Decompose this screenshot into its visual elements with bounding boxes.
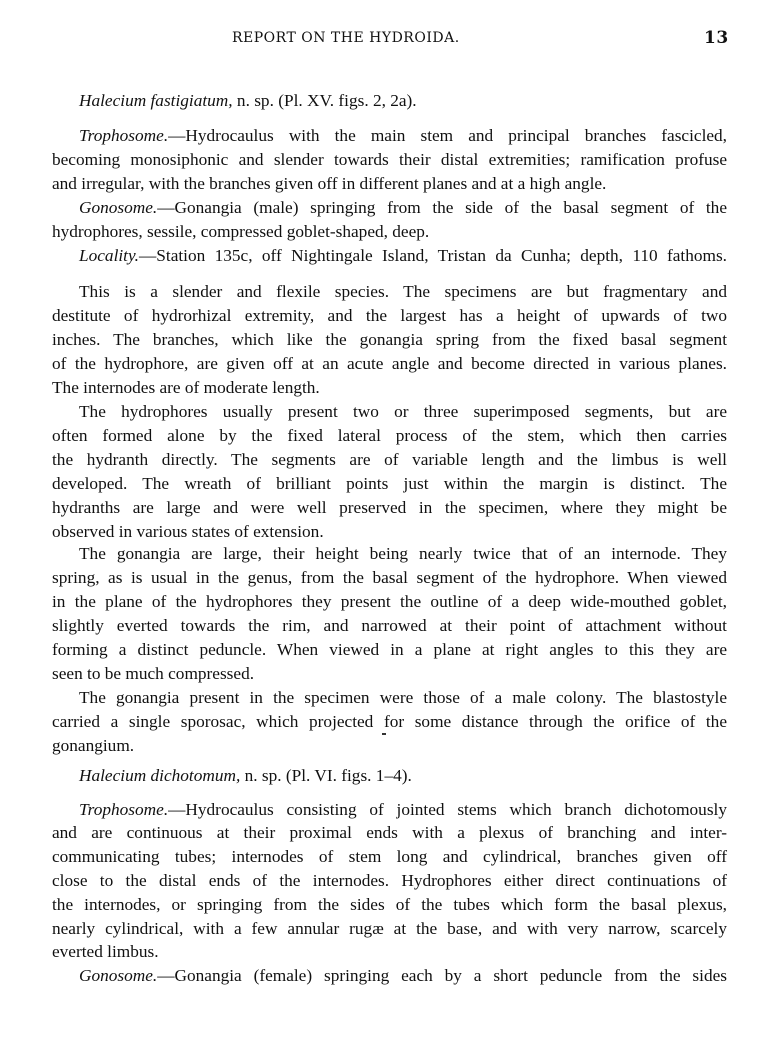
line-text: of the hydrophore, are given off at an acute angle and become directed in various planes.	[52, 354, 727, 373]
line-text: The hydrophores usually present two or three superimposed segments, but are	[79, 402, 727, 421]
text-line	[52, 871, 727, 891]
line-text: gonangium.	[52, 736, 135, 755]
line-text: —Station 135c, off Nightingale Island, Tristan da Cunha; depth, 110 fathoms.	[139, 246, 727, 265]
line-text: in the plane of the hydrophores they present the outline of a deep wide-mouthed goblet,	[52, 592, 727, 611]
line-text: —Gonangia (female) springing each by a short peduncle from the sides	[157, 966, 727, 985]
italic-term: Gonosome.	[79, 966, 158, 985]
text-line	[79, 282, 727, 302]
line-text: seen to be much compressed.	[52, 664, 255, 683]
line-text: close to the distal ends of the internodes. Hydrophores either direct continuations of	[52, 871, 727, 890]
text-line	[52, 664, 254, 684]
line-text: everted limbus.	[52, 942, 159, 961]
text-line	[52, 712, 727, 732]
italic-term: Halecium fastigiatum,	[79, 91, 233, 110]
text-line	[52, 354, 727, 374]
text-line	[52, 616, 727, 636]
text-line	[52, 306, 727, 326]
line-text: nearly cylindrical, with a few annular rugæ at the base, and with very narrow, scarcely	[52, 919, 727, 938]
text-line	[52, 592, 727, 612]
text-line	[52, 378, 320, 398]
text-line	[79, 544, 727, 564]
line-text: The gonangia present in the specimen were those of a male colony. The blastostyle	[79, 688, 727, 707]
text-line	[52, 568, 727, 588]
text-line	[79, 966, 727, 986]
line-text: observed in various states of extension.	[52, 522, 324, 541]
line-text: and irregular, with the branches given off in different planes and at a high angle.	[52, 174, 607, 193]
text-line	[52, 895, 727, 915]
line-text: —Gonangia (male) springing from the side of the basal segment of the	[157, 198, 727, 217]
print-speck	[382, 733, 386, 735]
line-text: becoming monosiphonic and slender towards their distal extremities; ramification profuse	[52, 150, 727, 169]
line-text: developed. The wreath of brilliant points just within the margin is distinct. The	[52, 474, 727, 493]
line-text: slightly everted towards the rim, and narrowed at their point of attachment without	[52, 616, 727, 635]
text-line	[52, 823, 727, 843]
text-line	[79, 688, 727, 708]
line-text: often formed alone by the fixed lateral process of the stem, which then carries	[52, 426, 727, 445]
line-text: inches. The branches, which like the gonangia spring from the fixed basal segment	[52, 330, 727, 349]
line-text: spring, as is usual in the genus, from the basal segment of the hydrophore. When viewed	[52, 568, 727, 587]
species-heading	[79, 766, 412, 786]
italic-term: Gonosome.	[79, 198, 158, 217]
species-heading	[79, 91, 417, 111]
line-text: —Hydrocaulus with the main stem and principal branches fascicled,	[168, 126, 727, 145]
text-line	[79, 800, 727, 820]
line-text: hydrophores, sessile, compressed goblet-shaped, deep.	[52, 222, 430, 241]
italic-term: Trophosome.	[79, 800, 169, 819]
line-text: and are continuous at their proximal ends with a plexus of branching and inter-	[52, 823, 727, 842]
text-line	[52, 426, 727, 446]
text-line	[52, 919, 727, 939]
italic-term: Locality.	[79, 246, 140, 265]
text-line	[79, 402, 727, 422]
text-line	[52, 522, 324, 542]
text-line	[52, 942, 159, 962]
text-line	[52, 330, 727, 350]
line-text: communicating tubes; internodes of stem long and cylindrical, branches given off	[52, 847, 727, 866]
text-line	[52, 174, 606, 194]
line-text: The internodes are of moderate length.	[52, 378, 320, 397]
line-text: the internodes, or springing from the sides of the tubes which form the basal plexus,	[52, 895, 727, 914]
line-text: the hydranth directly. The segments are of variable length and the limbus is well	[52, 450, 727, 469]
line-text: hydranths are large and were well preserved in the specimen, where they might be	[52, 498, 727, 517]
text-line	[52, 150, 727, 170]
text-line	[79, 198, 727, 218]
text-line	[52, 222, 429, 242]
line-text: carried a single sporosac, which projected for some distance through the orifice of the	[52, 712, 727, 731]
page-number: 13	[704, 28, 729, 48]
line-text: This is a slender and flexile species. The specimens are but fragmentary and	[79, 282, 727, 301]
text-line	[79, 246, 727, 266]
italic-term: Trophosome.	[79, 126, 169, 145]
text-line	[52, 474, 727, 494]
line-text: forming a distinct peduncle. When viewed in a plane at right angles to this they are	[52, 640, 727, 659]
italic-term: Halecium dichotomum,	[79, 766, 241, 785]
line-text: n. sp. (Pl. XV. figs. 2, 2a).	[232, 91, 417, 110]
line-text: destitute of hydrorhizal extremity, and the largest has a height of upwards of two	[52, 306, 727, 325]
text-line	[79, 126, 727, 146]
text-line	[52, 736, 134, 756]
text-line	[52, 498, 727, 518]
line-text: n. sp. (Pl. VI. figs. 1–4).	[240, 766, 412, 785]
text-line	[52, 847, 727, 867]
text-line	[52, 640, 727, 660]
line-text: —Hydrocaulus consisting of jointed stems which branch dichotomously	[168, 800, 727, 819]
line-text: The gonangia are large, their height being nearly twice that of an internode. They	[79, 544, 727, 563]
text-line	[52, 450, 727, 470]
running-title: REPORT ON THE HYDROIDA.	[232, 30, 460, 46]
